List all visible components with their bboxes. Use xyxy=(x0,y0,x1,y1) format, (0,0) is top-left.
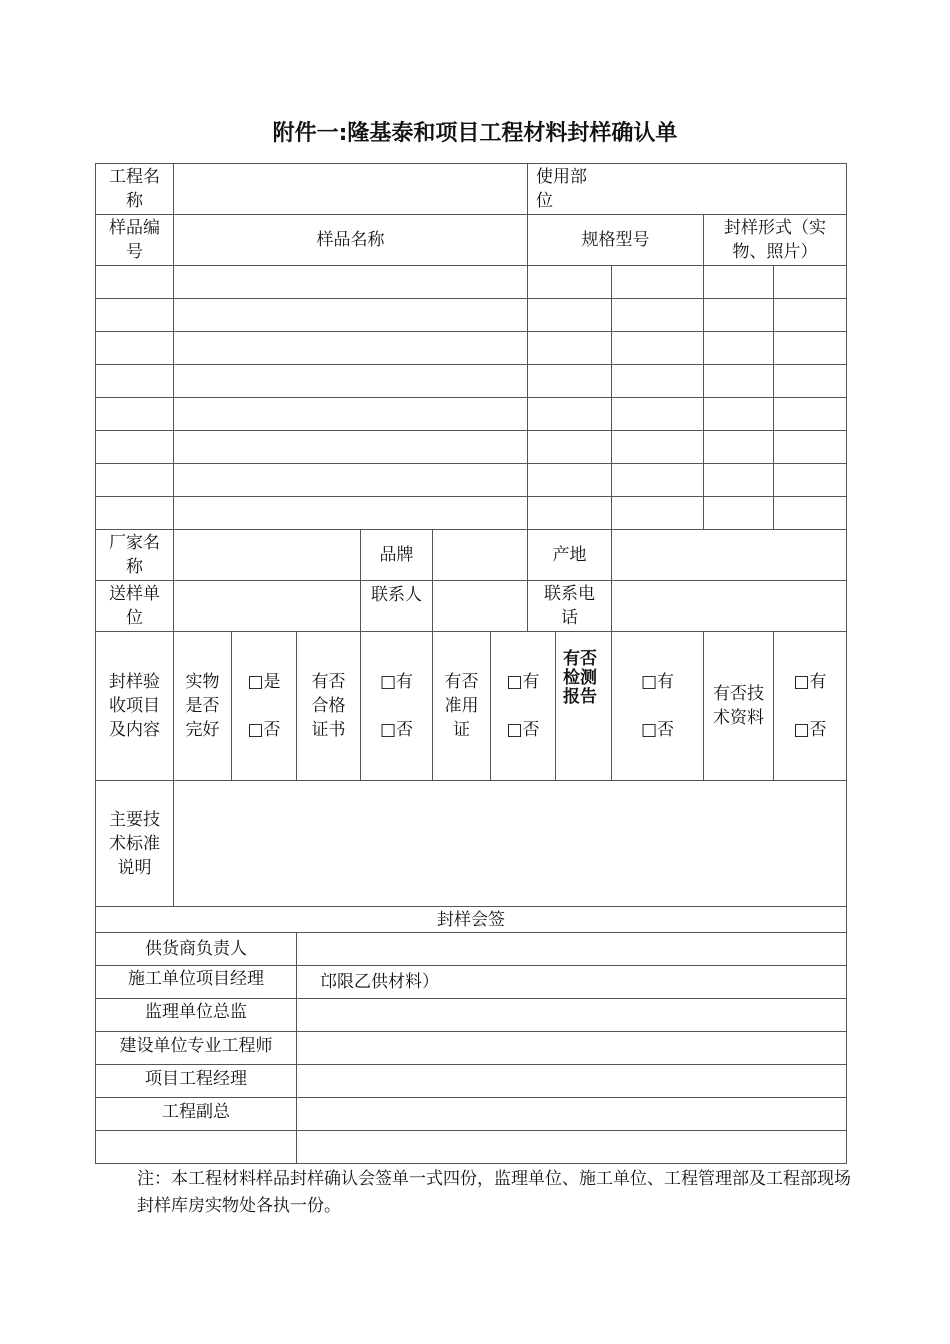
origin-label: 产地 xyxy=(552,545,587,565)
brand-label: 品牌 xyxy=(379,545,414,565)
origin-field[interactable] xyxy=(612,530,846,580)
manufacturer-field[interactable] xyxy=(174,530,360,580)
contact-field[interactable] xyxy=(433,581,527,631)
sample-row[interactable] xyxy=(96,332,846,364)
signoff-field[interactable] xyxy=(320,1098,840,1130)
signoff-role xyxy=(96,1131,296,1163)
report-label: 有否检测报告 xyxy=(563,649,597,707)
contact-label: 联系人 xyxy=(371,585,422,605)
sample-row[interactable] xyxy=(96,299,846,331)
certificate-checkbox[interactable]: □有 □否 xyxy=(379,672,414,740)
sender-field[interactable] xyxy=(174,581,360,631)
inspection-label: 封样验 收项目 及内容 xyxy=(109,672,160,740)
signoff-field[interactable] xyxy=(320,933,840,965)
seal-form-label: 封样形式（实 物、照片） xyxy=(724,218,826,262)
standard-field[interactable] xyxy=(174,781,846,906)
intact-checkbox[interactable]: □是 □否 xyxy=(247,672,281,740)
signoff-role: 工程副总 xyxy=(162,1102,230,1122)
intact-label: 实物 是否 完好 xyxy=(185,672,220,740)
footnote: 注：本工程材料样品封样确认会签单一式四份，监理单位、施工单位、工程管理部及工程部现场封样库房实物处各执一份。 xyxy=(137,1169,851,1216)
signoff-role: 施工单位项目经理 xyxy=(128,969,264,989)
report-checkbox[interactable]: □有 □否 xyxy=(640,672,675,740)
sample-name-label: 样品名称 xyxy=(316,230,385,250)
sample-no-label: 样品编 号 xyxy=(109,218,160,262)
permit-label: 有否 准用 证 xyxy=(444,672,479,740)
sample-row[interactable] xyxy=(96,431,846,463)
permit-checkbox[interactable]: □有 □否 xyxy=(506,672,540,740)
sample-row[interactable] xyxy=(96,266,846,298)
signoff-heading: 封样会签 xyxy=(437,909,505,930)
project-name-label: 工程名 称 xyxy=(109,167,160,211)
sample-row[interactable] xyxy=(96,464,846,496)
sample-row[interactable] xyxy=(96,497,846,529)
phone-field[interactable] xyxy=(612,581,846,631)
tech-checkbox[interactable]: □有 □否 xyxy=(793,672,827,740)
sample-row[interactable] xyxy=(96,398,846,430)
sender-label: 送样单 位 xyxy=(109,584,160,628)
document-title: 附件一:隆基泰和项目工程材料封样确认单 xyxy=(272,121,678,146)
certificate-label: 有否 合格 证书 xyxy=(311,672,346,740)
project-name-field[interactable] xyxy=(174,164,527,214)
signoff-role: 监理单位总监 xyxy=(145,1002,247,1022)
manufacturer-label: 厂家名 称 xyxy=(109,533,160,577)
usage-dept-field[interactable] xyxy=(620,164,846,214)
sample-row[interactable] xyxy=(96,365,846,397)
signoff-role: 项目工程经理 xyxy=(145,1069,247,1089)
phone-label: 联系电 话 xyxy=(544,584,595,628)
tech-label: 有否技 术资料 xyxy=(713,684,764,728)
signoff-field[interactable]: 邙限乙供材料） xyxy=(320,972,439,992)
brand-field[interactable] xyxy=(433,530,527,580)
signoff-field[interactable] xyxy=(320,1065,840,1097)
signoff-field[interactable] xyxy=(320,1032,840,1064)
signoff-role: 建设单位专业工程师 xyxy=(119,1036,273,1056)
standard-label: 主要技 术标准 说明 xyxy=(109,809,160,878)
signoff-role: 供货商负责人 xyxy=(145,939,247,959)
signoff-field[interactable] xyxy=(320,999,840,1031)
spec-label: 规格型号 xyxy=(581,230,650,250)
signoff-field[interactable] xyxy=(320,1131,840,1163)
usage-dept-label: 使用部 位 xyxy=(536,167,587,211)
